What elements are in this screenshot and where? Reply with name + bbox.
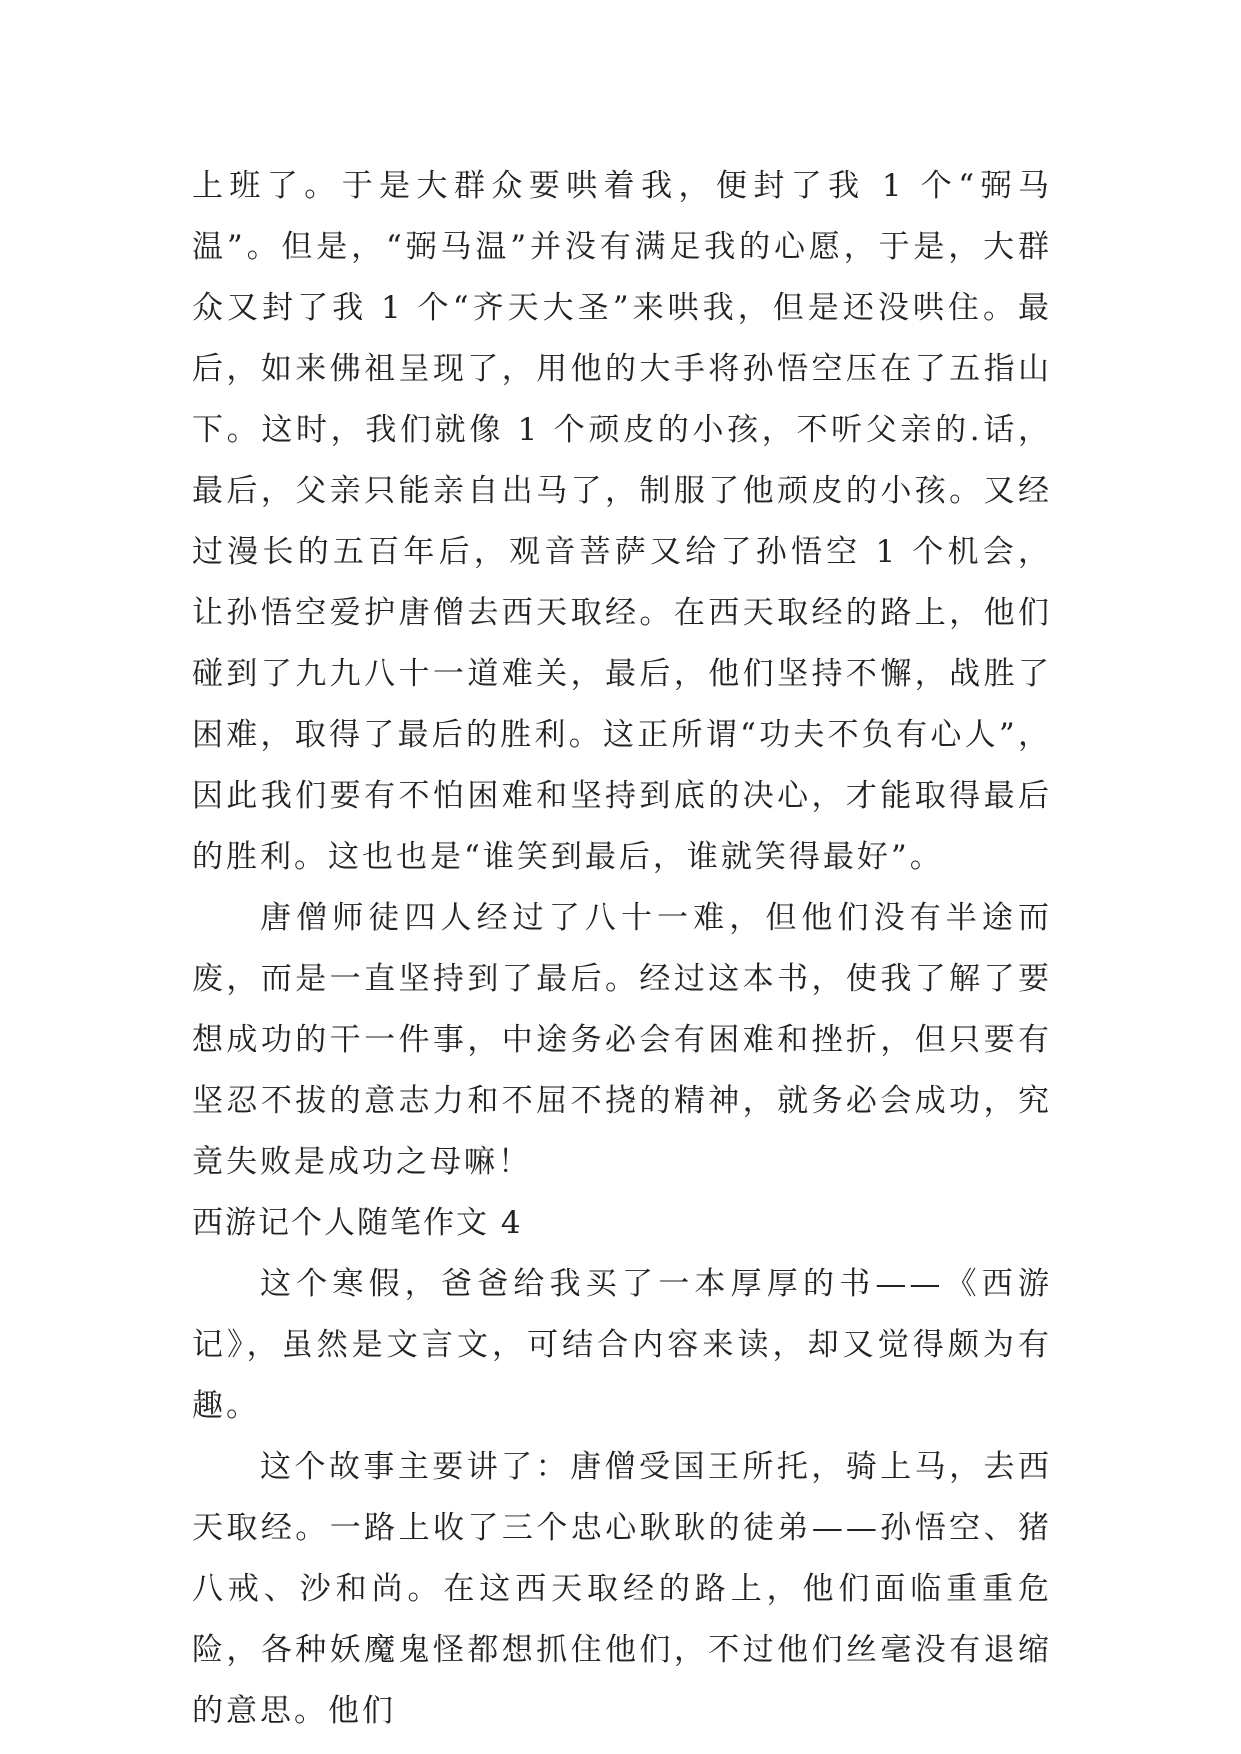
section-heading: 西游记个人随笔作文 4 [192, 1205, 523, 1241]
paragraph-1: 上班了。于是大群众要哄着我，便封了我 1 个“弼马温”。但是，“弼马温”并没有满足我的心愿，于是，大群众又封了我 1 个“齐天大圣”来哄我，但是还没哄住。最后，如来佛祖呈现了，用他的大手将孙悟空压在了五指山下。这时，我们就像 1 个顽皮的小孩，不听父亲的.话，最后，父亲只能亲自出马了，制服了他顽皮的小孩。又经过漫长的五百年后，观音菩萨又给了孙悟空 1 个机会，让孙悟空爱护唐僧去西天取经。在西天取经的路上，他们碰到了九九八十一道难关，最后，他们坚持不懈，战胜了困难，取得了最后的胜利。这正所谓“功夫不负有心人”，因此我们要有不怕困难和坚持到底的决心，才能取得最后的胜利。这也也是“谁笑到最后，谁就笑得最好”。 [192, 168, 1052, 875]
paragraph-3: 这个寒假，爸爸给我买了一本厚厚的书——《西游记》，虽然是文言文，可结合内容来读，却又觉得颇为有趣。 [192, 1266, 1052, 1424]
paragraph-2: 唐僧师徒四人经过了八十一难，但他们没有半途而废，而是一直坚持到了最后。经过这本书，使我了解了要想成功的干一件事，中途务必会有困难和挫折，但只要有坚忍不拔的意志力和不屈不挠的精神，就务必会成功，究竟失败是成功之母嘛！ [192, 900, 1052, 1180]
paragraph-4: 这个故事主要讲了：唐僧受国王所托，骑上马，去西天取经。一路上收了三个忠心耿耿的徒弟——孙悟空、猪八戒、沙和尚。在这西天取经的路上，他们面临重重危险，各种妖魔鬼怪都想抓住他们，不过他们丝毫没有退缩的意思。他们 [192, 1449, 1052, 1729]
document-body [192, 156, 1052, 1742]
